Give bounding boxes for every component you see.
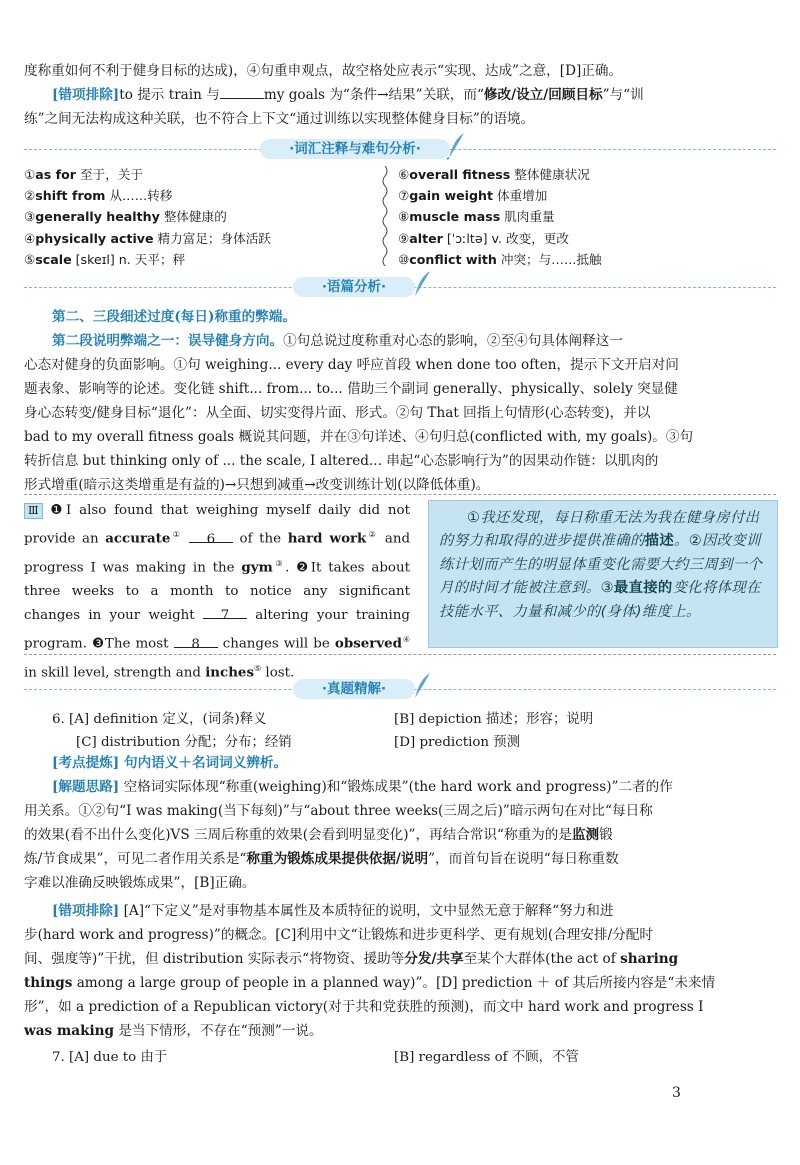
solution-line: 字难以准确反映锻炼成果”，[B]正确。 (24, 875, 256, 891)
option-7b: [B] regardless of 不顾，不管 (394, 1050, 579, 1065)
passage-heading: 第二、三段细述过度(每日)称重的弊端。 (52, 309, 296, 325)
passage-line: 转折信息 but thinking only of ... the scale, I altered... 串起“心态影响行为”的因果动作链：以肌肉的 (24, 453, 659, 469)
answer-paragraph-1: 度称重如何不利于健身目标的达成)，④句重申观点，故空格处应表示“实现、达成”之意，[D]正确。 (24, 63, 623, 79)
option-6c: [C] distribution 分配；分布；经销 (76, 735, 292, 750)
passage-line: 心态对健身的负面影响。①句 weighing... every day 呼应首段 when done too often，提示下文开启对问 (24, 357, 679, 373)
option-7a: 7. [A] due to 由于 (52, 1050, 168, 1065)
vocab-item: ⑥overall fitness 整体健康状况 (398, 167, 590, 182)
vocab-item: ⑨alter [ˈɔːltə] v. 改变，更改 (398, 230, 569, 246)
blank-line (220, 84, 264, 99)
passage-line: 身心态转变/健身目标“退化”：从全面、切实变得片面、形式。②句 That 回指上句情形(心态转变)，并以 (24, 405, 651, 421)
solution-line: 炼/节食成果”，可见二者作用关系是“称重为锻炼成果提供依据/说明”，而首句旨在说明“每日称重数 (24, 851, 619, 867)
banner-title: ·真题精解· (293, 679, 415, 699)
divider (24, 654, 776, 655)
vocab-item: ⑦gain weight 体重增加 (398, 188, 548, 204)
quill-icon (412, 270, 432, 298)
exclusion-line: things among a large group of people in a planned way)”。[D] prediction ＋ of 其后所接内容是“未来情 (24, 975, 716, 991)
solution-line: 的效果(看不出什么变化)VS 三周后称重的效果(会看到明显变化)”，再结合常识“称重为的是监测锻 (24, 827, 613, 843)
vocab-banner (0, 136, 800, 162)
solution-line: 用关系。①②句“I was making(当下每刻)”与“about three weeks(三周之后)”暗示两句在对比“每日称 (24, 803, 653, 819)
exclusion-line: 间、强度等)”干扰，但 distribution 实际表示“将物资、援助等分发/共享至某个大群体(the act of sharing (24, 951, 679, 967)
divider (24, 494, 776, 495)
vocab-left (24, 164, 271, 270)
exclusion-line: [错项排除] [A]“下定义”是对事物基本属性及本质特征的说明，文中显然无意于解释“努力和进 (52, 903, 614, 919)
wavy-divider (379, 166, 391, 266)
option-6a: 6. [A] definition 定义，(词条)释义 (52, 712, 267, 727)
passage-line: 形式增重(暗示这类增重是有益的)→只想到减重→改变训练计划(以降低体重)。 (24, 477, 490, 493)
vocab-item: ③generally healthy 整体健康的 (24, 209, 227, 225)
vocab-item: ①as for 至于，关于 (24, 167, 144, 182)
answer-paragraph-2: [错项排除]to 提示 train 与 my goals 为“条件→结果”关联，而“修改/设立/回顾目标”与“训 (24, 84, 776, 108)
vocab-item: ⑤scale [skeɪl] n. 天平；秤 (24, 251, 186, 267)
vocab-item: ⑩conflict with 冲突；与……抵触 (398, 251, 602, 267)
banner-title: ·语篇分析· (293, 277, 415, 297)
paragraph-number: Ⅲ (24, 503, 43, 519)
passage-line: 第二段说明弊端之一：误导健身方向。①句总说过度称重对心态的影响，②至④句具体阐释这一 (52, 333, 623, 349)
exclusion-line: 步(hard work and progress)”的概念。[C]利用中文“让锻炼和进步更科学、更有规划(合理安排/分配时 (24, 927, 653, 943)
option-6d: [D] prediction 预测 (394, 735, 521, 750)
quill-icon (412, 672, 432, 700)
page-number: 3 (672, 1085, 681, 1101)
exam-banner (0, 676, 800, 702)
vocab-item: ⑧muscle mass 肌肉重量 (398, 209, 555, 225)
exclusion-line: 形”，如 a prediction of a Republican victory(对于共和党获胜的预测)，而文中 hard work and progress I (24, 999, 704, 1015)
solution-line: [解题思路] 空格词实际体现“称重(weighing)和“锻炼成果”(the hard work and progress)”二者的作 (52, 779, 673, 795)
vocab-right (398, 164, 602, 270)
blank-8: 8 (174, 633, 218, 648)
passage-line: bad to my overall fitness goals 概说其问题，并在③句详述、④句归总(conflicted with, my goals)。③句 (24, 429, 694, 445)
section-label: [错项排除] (52, 87, 120, 103)
banner-title: ·词汇注释与难句分析· (260, 139, 450, 159)
exclusion-line: was making 是当下情形，不存在“预测”一说。 (24, 1023, 323, 1039)
vocab-item: ②shift from 从……转移 (24, 188, 173, 204)
blank-7: 7 (203, 604, 247, 619)
answer-paragraph-3: 练”之间无法构成这种关联，也不符合上下文“通过训练以实现整体健身目标”的语境。 (24, 111, 535, 127)
option-6b: [B] depiction 描述；形容；说明 (394, 712, 594, 727)
passage-line: 题表象、影响等的论述。变化链 shift... from... to... 借助三个副词 generally、physically、solely 突显健 (24, 381, 678, 397)
blank-6: 6 (189, 528, 233, 543)
english-passage: Ⅲ ❶I also found that weighing myself daily did not provide an accurate① 6 of the hard work② and progress I was making in the gym③. ❷It takes about three weeks to a month to notice any significant changes in your weight 7 altering your training program. ❸The most 8 changes will be observed④ in skill level, strength and inches⑤ lost. (24, 503, 411, 681)
passage-banner (0, 274, 800, 300)
translation-box: ①我还发现，每日称重无法为我在健身房付出的努力和取得的进步提供准确的描述。②因改变训练计划而产生的明显体重变化需要大约三周到一个月的时间才能被注意到。③最直接的变化将体现在技能水平、力量和减少的(身体)维度上。 (428, 500, 778, 648)
quill-icon (446, 132, 466, 160)
key-point: [考点提炼] 句内语义＋名词词义辨析。 (52, 755, 288, 771)
vocab-item: ④physically active 精力富足；身体活跃 (24, 230, 271, 246)
